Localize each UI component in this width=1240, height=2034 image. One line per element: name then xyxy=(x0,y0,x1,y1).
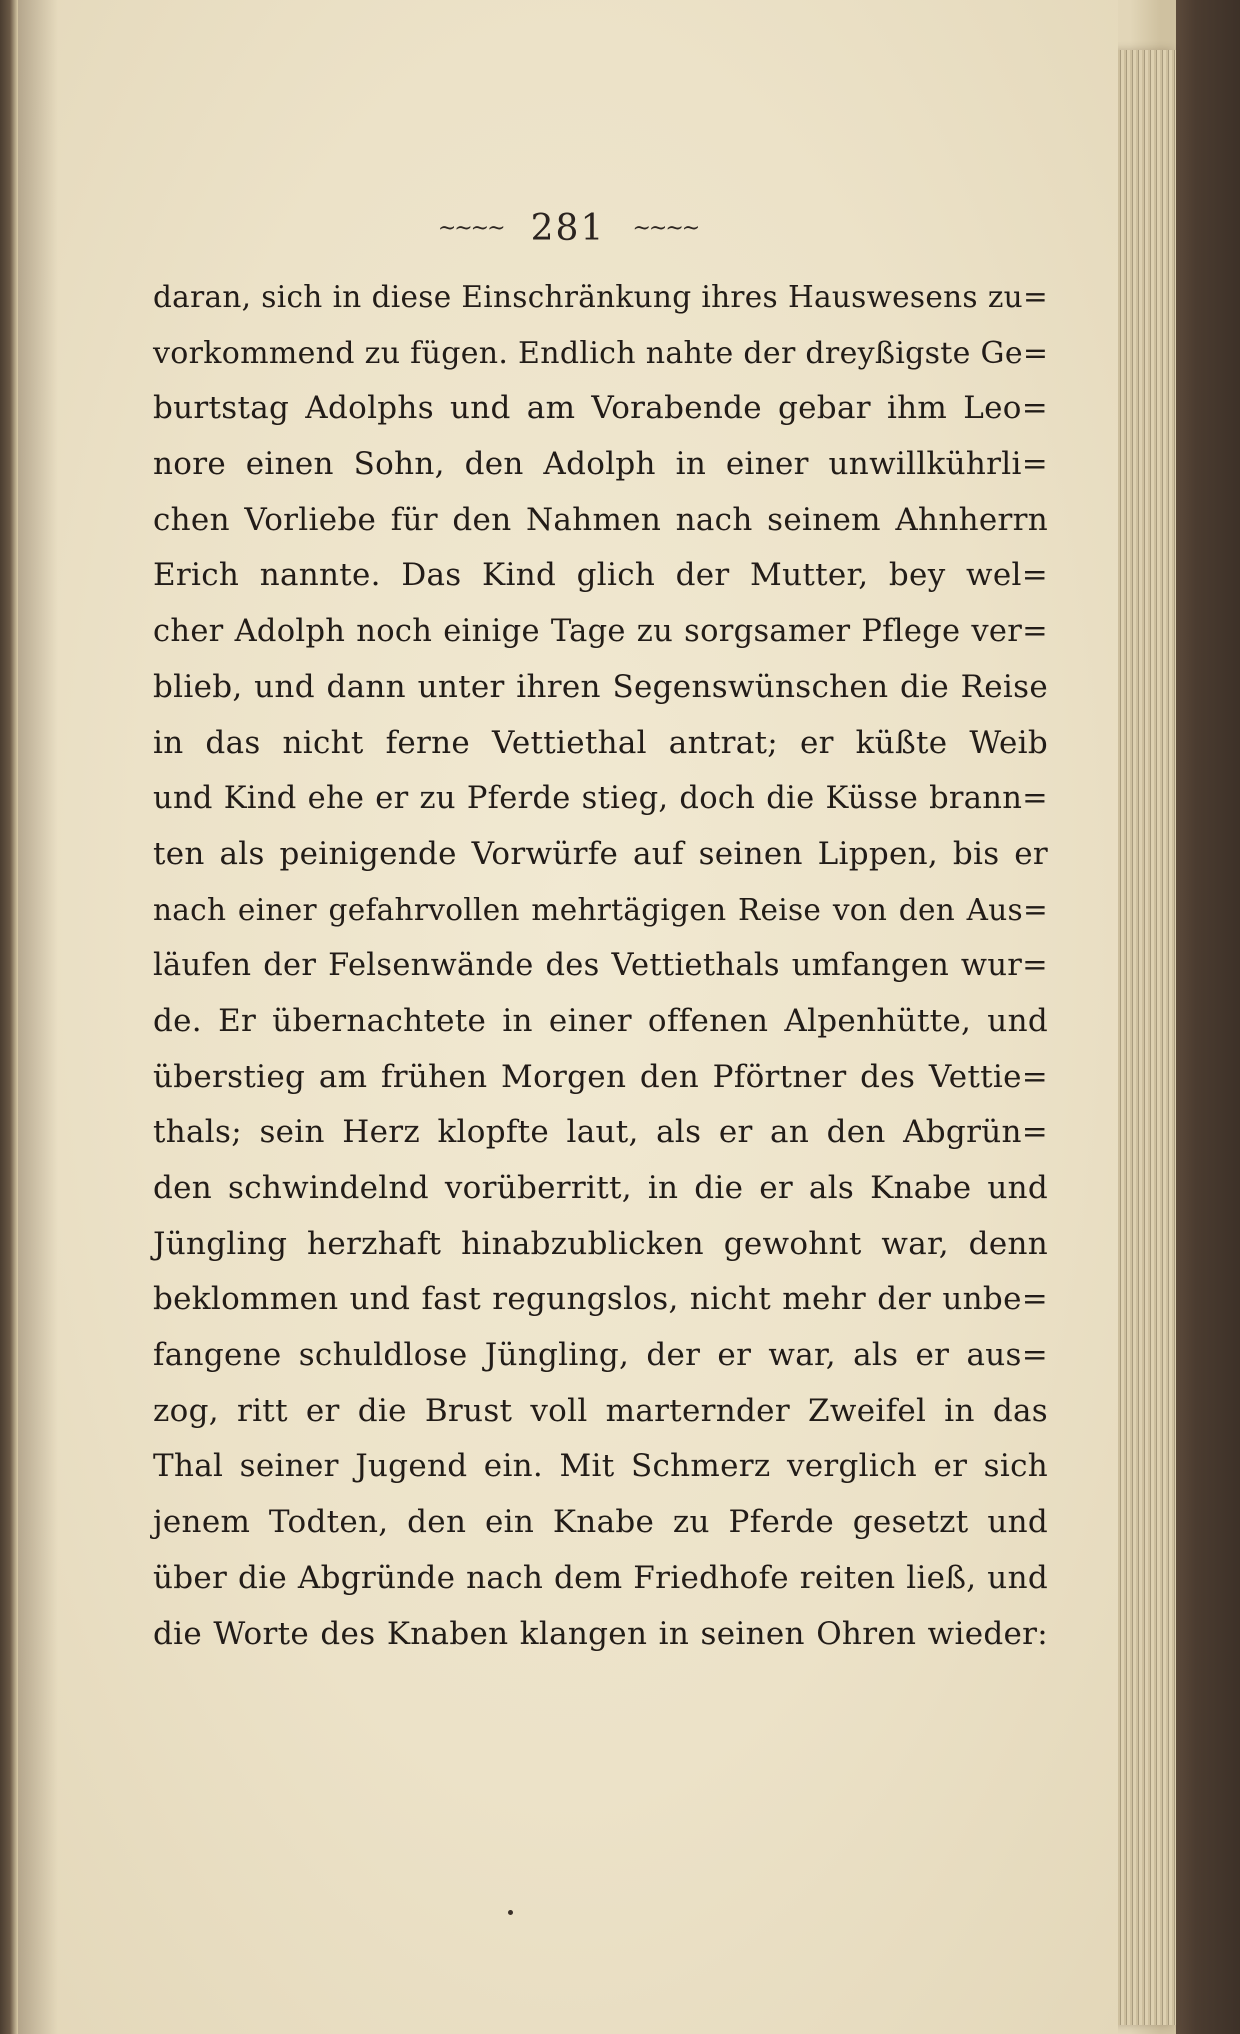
text-line: cher Adolph noch einige Tage zu sorgsamer Pflege ver= xyxy=(153,614,1048,650)
text-line: de. Er übernachtete in einer offenen Alpenhütte, und xyxy=(153,1002,1048,1039)
text-line: fangene schuldlose Jüngling, der er war, als er aus= xyxy=(153,1337,1048,1374)
text-line: nore einen Sohn, den Adolph in einer unwillkührli= xyxy=(153,446,1048,483)
page-number: 281 xyxy=(530,208,606,249)
text-line: ten als peinigende Vorwürfe auf seinen Lippen, bis er xyxy=(153,835,1048,872)
text-line: jenem Todten, den ein Knabe zu Pferde gesetzt und xyxy=(153,1504,1048,1541)
text-line: burtstag Adolphs und am Vorabende gebar ihm Leo= xyxy=(153,390,1048,427)
text-line: zog, ritt er die Brust voll marternder Zweifel in das xyxy=(153,1392,1048,1429)
body-text xyxy=(153,270,1048,1662)
ornament-right: ~~~~ xyxy=(632,216,699,241)
ink-dot xyxy=(508,1910,513,1915)
text-line: den schwindelnd vorüberritt, in die er als Knabe und xyxy=(153,1170,1048,1206)
text-line: thals; sein Herz klopfte laut, als er an den Abgrün= xyxy=(153,1114,1048,1151)
text-line: Thal seiner Jugend ein. Mit Schmerz verglich er sich xyxy=(153,1448,1048,1485)
gutter-shadow xyxy=(18,0,58,2034)
book-cover-edge xyxy=(1176,0,1240,2034)
text-line: chen Vorliebe für den Nahmen nach seinem Ahnherrn xyxy=(153,501,1048,538)
text-line: beklommen und fast regungslos, nicht mehr der unbe= xyxy=(153,1281,1048,1318)
text-line: blieb, und dann unter ihren Segenswünschen die Reise xyxy=(153,668,1048,705)
text-line: nach einer gefahrvollen mehrtägigen Reise von den Aus= xyxy=(153,892,1048,927)
text-line: Jüngling herzhaft hinabzublicken gewohnt war, denn xyxy=(153,1225,1048,1262)
text-line: über die Abgründe nach dem Friedhofe reiten ließ, und xyxy=(153,1559,1048,1596)
page-header xyxy=(18,208,1118,249)
text-line: die Worte des Knaben klangen in seinen Ohren wieder: xyxy=(153,1615,1048,1652)
text-line: in das nicht ferne Vettiethal antrat; er küßte Weib xyxy=(153,724,1048,761)
text-line: läufen der Felsenwände des Vettiethals umfangen wur= xyxy=(153,948,1048,984)
text-line: und Kind ehe er zu Pferde stieg, doch die Küsse brann= xyxy=(153,781,1048,817)
page xyxy=(18,0,1118,2034)
text-line: daran, sich in diese Einschränkung ihres Hauswesens zu= xyxy=(153,280,1048,314)
ornament-left: ~~~~ xyxy=(437,216,504,241)
text-line: vorkommend zu fügen. Endlich nahte der dreyßigste Ge= xyxy=(153,335,1049,371)
text-line: Erich nannte. Das Kind glich der Mutter, bey wel= xyxy=(153,557,1048,594)
text-line: überstieg am frühen Morgen den Pförtner des Vettie= xyxy=(153,1058,1048,1095)
